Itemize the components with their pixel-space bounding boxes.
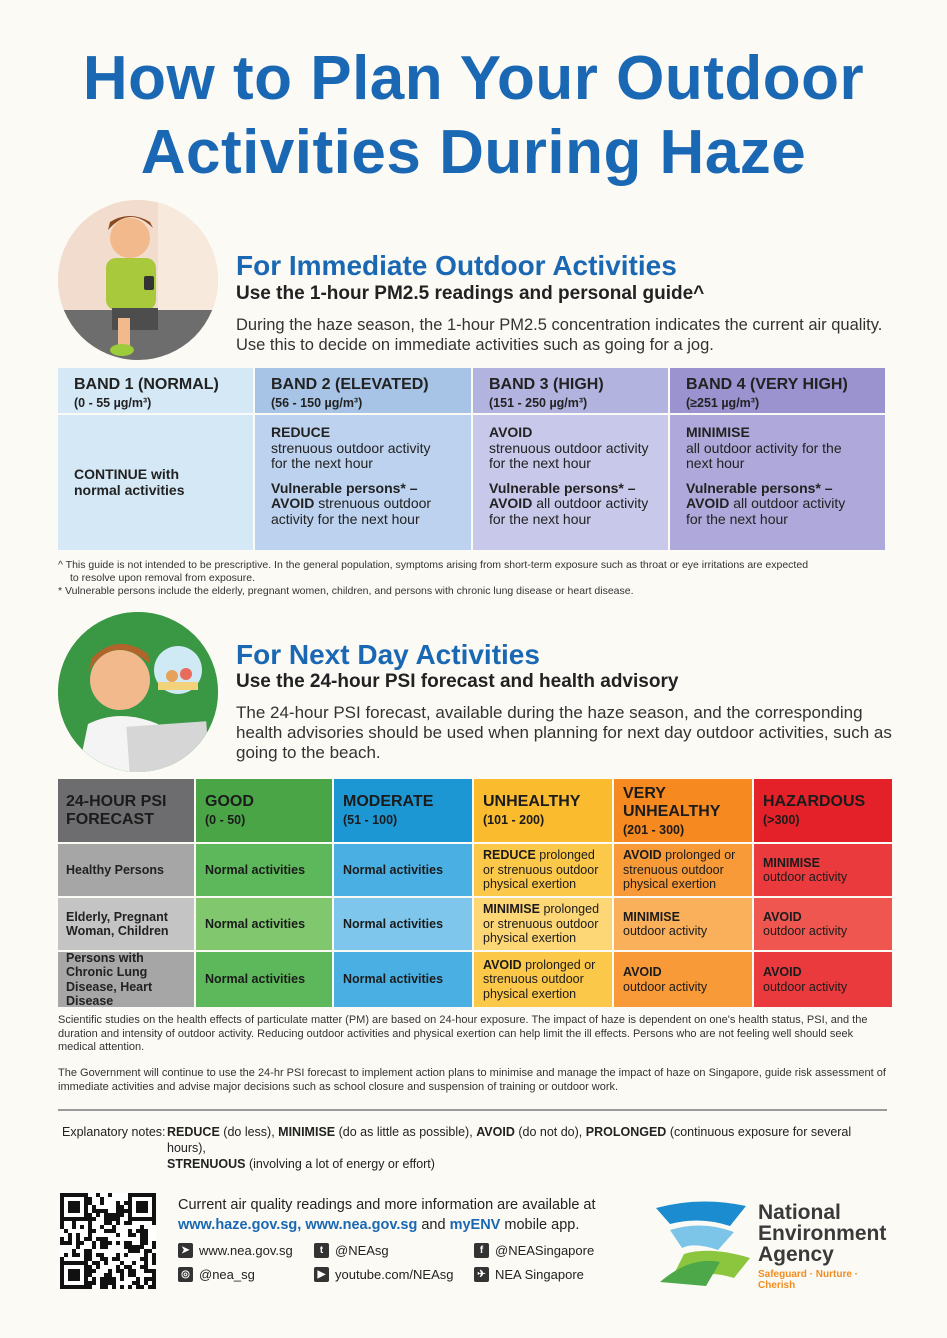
psi-advice-keyword: Normal activities [205, 862, 306, 877]
telegram-icon: ✈ [474, 1267, 489, 1282]
psi-category-name: UNHEALTHY [483, 793, 581, 810]
vulnerable-text: strenuous outdoor activity for the next hour [271, 495, 432, 527]
psi-category-name: HAZARDOUS [763, 793, 866, 810]
social-link-text: @nea_sg [199, 1267, 255, 1282]
section2-body-line2: health advisories should be used when planning for next day outdoor activities, such as [236, 723, 892, 742]
psi-advice-text [623, 848, 746, 892]
psi-advice-cell [196, 844, 332, 896]
band-column-3 [473, 368, 668, 550]
explanatory-strenuous-kw: STRENUOUS [167, 1157, 246, 1171]
band-advice [473, 415, 668, 550]
page-title [0, 42, 947, 190]
psi-row-label-text: Healthy Persons [66, 862, 164, 877]
psi-row-label [58, 898, 194, 950]
psi-advice-cell [474, 952, 612, 1007]
section2-body-line3: going to the beach. [236, 743, 381, 762]
psi-column-header [334, 779, 472, 842]
nea-line3: Agency [758, 1243, 834, 1266]
footnotes [58, 559, 887, 598]
psi-range: (0 - 50) [205, 813, 246, 827]
psi-category-name: GOOD [205, 793, 254, 810]
psi-advice-keyword: AVOID [763, 965, 802, 979]
psi-advice-cell [754, 844, 892, 896]
footnote-caret: ^ This guide is not intended to be prescriptive. In the general population, symptoms arising from short-term exposure such as throat or eye irritations are expected [58, 559, 809, 571]
psi-advice-text [343, 972, 443, 987]
psi-advice-detail: outdoor activity [763, 924, 848, 938]
footer-tail: mobile app. [504, 1217, 580, 1233]
psi-range: (>300) [763, 813, 800, 827]
footnote-caret-cont: to resolve upon removal from exposure. [70, 572, 256, 584]
vulnerable-advice [271, 481, 441, 528]
psi-advice-text [205, 863, 305, 878]
title-line-1: How to Plan Your Outdoor [82, 44, 865, 113]
general-advice [271, 425, 457, 472]
vulnerable-keyword: Vulnerable persons* – AVOID [686, 479, 833, 511]
psi-advice-keyword: REDUCE [483, 848, 536, 863]
general-advice [686, 425, 871, 472]
explanatory-reduce-text: (do less), [223, 1125, 275, 1139]
explanatory-minimise-kw: MINIMISE [278, 1125, 336, 1139]
explanatory-label: Explanatory notes: [62, 1125, 166, 1139]
band-name: BAND 2 (ELEVATED) [271, 376, 429, 393]
psi-advice-text [483, 848, 606, 892]
psi-advice-cell [334, 898, 472, 950]
jogger-illustration [58, 200, 218, 360]
vulnerable-advice [489, 481, 659, 528]
explanatory-avoid-kw: AVOID [476, 1125, 515, 1139]
cursor-icon: ➤ [178, 1243, 193, 1258]
divider [58, 1109, 887, 1111]
social-link-telegram[interactable] [474, 1267, 584, 1282]
psi-column-header [614, 779, 752, 842]
psi-row-label [58, 844, 194, 896]
psi-advice-keyword: Normal activities [343, 862, 444, 877]
footer-comma: , [297, 1217, 302, 1233]
band-header [670, 368, 885, 413]
laptop-user-illustration [58, 612, 218, 772]
psi-advice-detail: outdoor activity [763, 979, 848, 994]
band-column-2 [255, 368, 471, 550]
psi-range: (101 - 200) [483, 813, 545, 827]
band-advice [255, 415, 471, 550]
psi-advice-cell [614, 898, 752, 950]
footer-line2 [178, 1215, 596, 1235]
general-text: all outdoor activity for the next hour [686, 439, 842, 471]
instagram-icon: ◎ [178, 1267, 193, 1282]
psi-corner-header: 24-HOUR PSI FORECAST [58, 779, 194, 842]
band-range: (56 - 150 µg/m³) [271, 396, 363, 410]
psi-advice-text [483, 958, 606, 1002]
psi-advice-text [343, 917, 443, 932]
section2-title: For Next Day Activities [236, 639, 540, 670]
psi-advice-keyword: MINIMISE [483, 902, 540, 917]
psi-table [58, 779, 887, 1007]
band-header [473, 368, 668, 413]
general-keyword: REDUCE [271, 424, 331, 440]
psi-advice-text [343, 863, 443, 878]
psi-advice-text [763, 965, 847, 994]
psi-advice-cell [334, 952, 472, 1007]
psi-row-label-text: Persons with Chronic Lung Disease, Heart Disease [66, 950, 153, 1008]
social-link-text: NEA Singapore [495, 1267, 584, 1282]
psi-category-name: VERY UNHEALTHY [623, 785, 721, 820]
band-range: (0 - 55 µg/m³) [74, 396, 152, 410]
band-header [58, 368, 253, 413]
psi-advice-cell [754, 898, 892, 950]
psi-column-header [474, 779, 612, 842]
nea-tagline: Safeguard · Nurture · Cherish [758, 1269, 859, 1291]
psi-advice-keyword: AVOID [623, 965, 662, 979]
psi-advice-keyword: MINIMISE [763, 855, 820, 870]
explanatory-notes [62, 1124, 892, 1172]
psi-column-header [754, 779, 892, 842]
psi-advice-cell [754, 952, 892, 1007]
social-links [178, 1243, 618, 1289]
section1-body [236, 315, 882, 355]
band-advice-text: CONTINUE with normal activities [74, 466, 185, 498]
psi-advice-cell [334, 844, 472, 896]
psi-advice-text [205, 972, 305, 987]
footer-and: and [421, 1217, 446, 1233]
vulnerable-advice [686, 481, 856, 528]
band-advice [58, 415, 253, 550]
footer-info [178, 1195, 596, 1235]
psi-advice-cell [196, 898, 332, 950]
psi-category-name: MODERATE [343, 793, 434, 810]
title-line-2: Activities During Haze [140, 118, 807, 187]
explanatory-text [167, 1124, 892, 1172]
psi-advice-keyword: Normal activities [205, 972, 306, 987]
haze-link[interactable]: www.haze.gov.sg [178, 1217, 298, 1233]
band-advice [670, 415, 885, 550]
psi-advice-text [623, 910, 707, 939]
vulnerable-keyword: Vulnerable persons* – AVOID [489, 479, 636, 511]
psi-advice-cell [614, 952, 752, 1007]
scientific-note: Scientific studies on the health effects of particulate matter (PM) are based on 24-hour exposure. The impact of haze is dependent on one's health status, PSI, and the duration and intensity of outdoor activity. Reducing outdoor activities and physical exertion can help limit the ill effects. Persons who are not feeling well should seek medical attention. [58, 1014, 868, 1053]
section2-body-line1: The 24-hour PSI forecast, available during the haze season, and the corresponding [236, 703, 863, 722]
psi-advice-detail: outdoor activity [623, 924, 708, 938]
general-text: strenuous outdoor activity for the next hour [489, 439, 649, 471]
psi-advice-text [763, 910, 847, 939]
psi-advice-detail: prolonged or strenuous outdoor physical exertion [483, 848, 599, 892]
psi-advice-cell [614, 844, 752, 896]
explanatory-reduce-kw: REDUCE [167, 1125, 220, 1139]
band-header [255, 368, 471, 413]
general-keyword: AVOID [489, 424, 533, 440]
psi-column-header [196, 779, 332, 842]
vulnerable-text: all outdoor activity for the next hour [686, 495, 846, 527]
vulnerable-keyword: Vulnerable persons* – AVOID [271, 479, 418, 511]
psi-advice-cell [474, 844, 612, 896]
psi-advice-text [763, 856, 847, 885]
section1-body-line1: During the haze season, the 1-hour PM2.5 concentration indicates the current air quality. [236, 316, 883, 334]
section1-title: For Immediate Outdoor Activities [236, 250, 677, 281]
band-name: BAND 3 (HIGH) [489, 376, 604, 393]
section1-body-line2: Use this to decide on immediate activities such as going for a jog. [236, 336, 714, 354]
psi-advice-keyword: AVOID [763, 909, 802, 924]
psi-advice-detail: prolonged or strenuous outdoor physical exertion [623, 848, 736, 892]
youtube-icon: ▶ [314, 1267, 329, 1282]
social-link-text: @NEASingapore [495, 1243, 595, 1258]
facebook-icon: f [474, 1243, 489, 1258]
government-note: The Government will continue to use the 24-hr PSI forecast to implement action plans to minimise and manage the impact of haze on Singapore, guide risk assessment of immediate activities and advise major decisions such as school closure and suspension of training or outdoor work. [58, 1067, 886, 1093]
psi-advice-keyword: Normal activities [343, 916, 444, 931]
psi-advice-keyword: MINIMISE [623, 909, 680, 924]
explanatory-prolonged-text: (continuous exposure for several hours), [167, 1125, 852, 1155]
nea-logo-mark [650, 1196, 755, 1288]
explanatory-avoid-text: (do not do), [518, 1125, 583, 1139]
psi-advice-keyword: Normal activities [343, 972, 444, 987]
section2-subtitle: Use the 24-hour PSI forecast and health advisory [236, 671, 679, 692]
general-text: strenuous outdoor activity for the next hour [271, 439, 431, 471]
nea-line1: National [758, 1201, 841, 1224]
footer-line1: Current air quality readings and more information are available at [178, 1197, 596, 1213]
general-advice [489, 425, 654, 472]
myenv-link[interactable]: myENV [449, 1217, 501, 1233]
twitter-icon: t [314, 1243, 329, 1258]
social-link-text: www.nea.gov.sg [199, 1243, 293, 1258]
qr-code[interactable] [60, 1193, 156, 1289]
psi-advice-detail: prolonged or strenuous outdoor physical exertion [483, 902, 600, 946]
vulnerable-text: all outdoor activity for the next hour [489, 495, 649, 527]
psi-range: (201 - 300) [623, 823, 685, 837]
explanatory-strenuous-text: (involving a lot of energy or effort) [248, 1157, 435, 1171]
explanatory-prolonged-kw: PROLONGED [585, 1125, 667, 1139]
psi-advice-detail: outdoor activity [623, 979, 708, 994]
general-keyword: MINIMISE [686, 424, 750, 440]
nea-line2: Environment [758, 1222, 887, 1245]
psi-row-label-text: Elderly, Pregnant Woman, Children [66, 909, 169, 938]
social-link-text: @NEAsg [335, 1243, 389, 1258]
social-link-youtube[interactable] [314, 1267, 454, 1282]
social-link-twitter[interactable] [314, 1243, 389, 1258]
band-column-1 [58, 368, 253, 550]
explanatory-minimise-text: (do as little as possible), [338, 1125, 473, 1139]
section2-body [236, 703, 892, 763]
nea-logo [650, 1196, 890, 1291]
psi-advice-keyword: AVOID [483, 957, 522, 972]
nea-link[interactable]: www.nea.gov.sg [305, 1217, 418, 1233]
psi-row-label [58, 952, 194, 1007]
social-link-cursor[interactable] [178, 1243, 293, 1258]
psi-advice-detail: prolonged or strenuous outdoor physical exertion [483, 957, 596, 1001]
psi-range: (51 - 100) [343, 813, 398, 827]
band-name: BAND 1 (NORMAL) [74, 376, 219, 393]
social-link-facebook[interactable] [474, 1243, 594, 1258]
social-link-text: youtube.com/NEAsg [335, 1267, 454, 1282]
psi-advice-text [483, 902, 606, 946]
section1-subtitle: Use the 1-hour PM2.5 readings and personal guide^ [236, 283, 705, 304]
psi-advice-detail: outdoor activity [763, 870, 848, 884]
band-column-4 [670, 368, 885, 550]
footnote-asterisk: * Vulnerable persons include the elderly, pregnant women, children, and persons with chronic lung disease or heart disease. [58, 585, 634, 597]
psi-advice-keyword: AVOID [623, 848, 662, 863]
psi-advice-text [623, 965, 707, 994]
psi-advice-cell [196, 952, 332, 1007]
psi-advice-cell [474, 898, 612, 950]
band-table [58, 368, 887, 550]
psi-advice-keyword: Normal activities [205, 916, 306, 931]
nea-wordmark [758, 1202, 886, 1265]
band-name: BAND 4 (VERY HIGH) [686, 376, 848, 393]
band-range: (≥251 µg/m³) [686, 396, 760, 410]
social-link-instagram[interactable] [178, 1267, 255, 1282]
psi-advice-text [205, 917, 305, 932]
band-range: (151 - 250 µg/m³) [489, 396, 588, 410]
